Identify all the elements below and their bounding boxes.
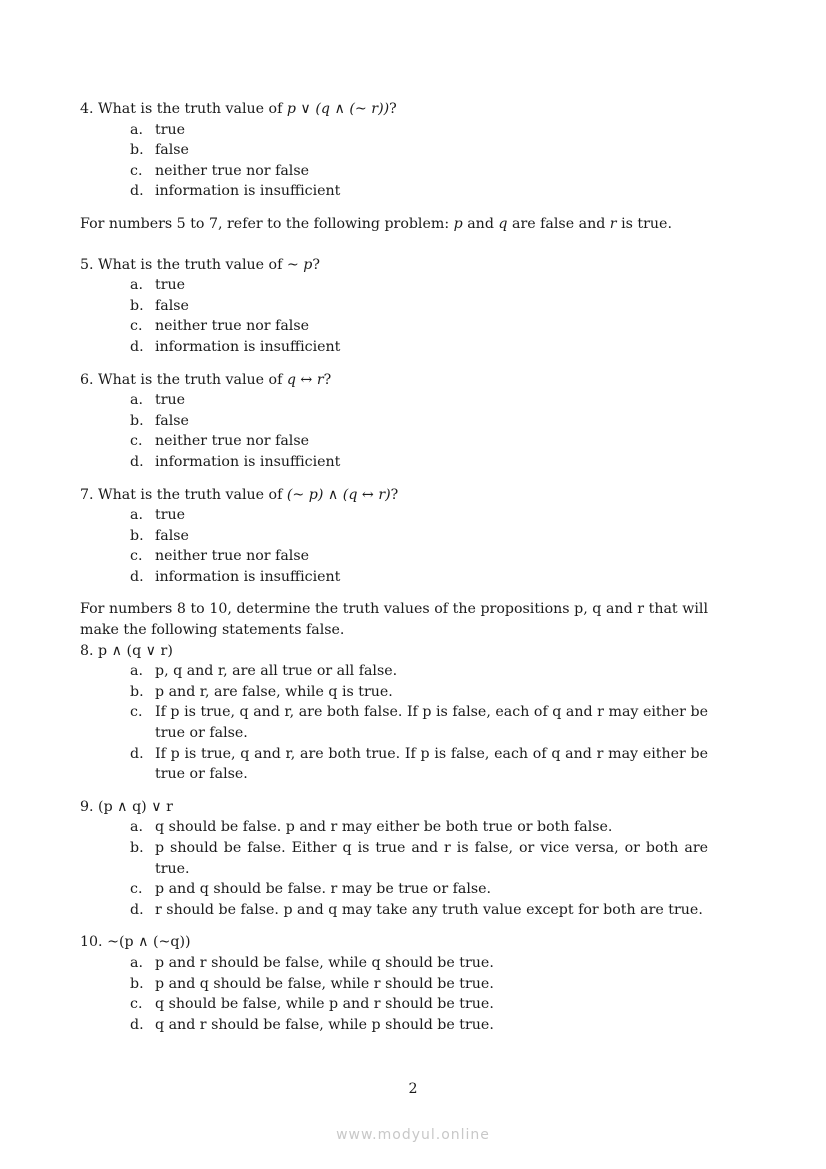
question-10-stem: 10. ~(p ∧ (~q)) — [80, 934, 191, 951]
option-c[interactable]: c. neither true nor false — [130, 548, 310, 565]
option-b[interactable]: b. false — [130, 412, 189, 429]
option-d[interactable]: d. r should be false. p and q may take any truth value except for both are true. — [130, 901, 703, 918]
question-9-options — [80, 817, 708, 920]
question-5-options — [80, 275, 708, 357]
worksheet-page — [80, 99, 708, 1047]
option-c[interactable]: c. p and q should be false. r may be true or false. — [130, 881, 492, 898]
option-c[interactable]: c. neither true nor false — [130, 318, 310, 335]
question-8 — [80, 641, 708, 785]
option-a[interactable]: a. p and r should be false, while q should be true. — [130, 954, 494, 971]
watermark: www.modyul.online — [336, 1127, 490, 1143]
option-a[interactable]: a. true — [130, 392, 186, 409]
option-a[interactable]: a. p, q and r, are all true or all false. — [130, 663, 398, 680]
question-6 — [80, 370, 708, 473]
option-b[interactable]: b. false — [130, 142, 189, 159]
option-c[interactable]: c. neither true nor false — [130, 433, 310, 450]
question-8-stem: 8. p ∧ (q ∨ r) — [80, 642, 173, 659]
instruction-5-to-7: For numbers 5 to 7, refer to the following problem: p and q are false and r is true. — [80, 215, 672, 232]
option-b[interactable]: b. p and q should be false, while r should be true. — [130, 975, 494, 992]
question-8-options — [80, 661, 708, 785]
option-c[interactable]: c. If p is true, q and r, are both false. If p is false, each of q and r may either be true or false. — [130, 704, 708, 742]
option-b[interactable]: b. false — [130, 297, 189, 314]
option-a[interactable]: a. true — [130, 277, 186, 294]
question-9-stem: 9. (p ∧ q) ∨ r — [80, 798, 173, 815]
question-6-stem: 6. What is the truth value of q ↔ r? — [80, 371, 332, 388]
option-b[interactable]: b. p should be false. Either q is true and r is false, or vice versa, or both are true. — [130, 840, 708, 877]
option-d[interactable]: d. q and r should be false, while p should be true. — [130, 1016, 494, 1033]
question-10-options — [80, 953, 708, 1035]
question-4 — [80, 99, 708, 202]
option-c[interactable]: c. q should be false, while p and r should be true. — [130, 996, 494, 1013]
question-10 — [80, 932, 708, 1035]
question-7-stem: 7. What is the truth value of (~ p) ∧ (q ↔ r)? — [80, 486, 399, 503]
option-a[interactable]: a. true — [130, 121, 186, 138]
option-d[interactable]: d. If p is true, q and r, are both true. If p is false, each of q and r may either be true or false. — [130, 745, 708, 783]
question-7-options — [80, 505, 708, 587]
question-4-stem: 4. What is the truth value of p ∨ (q ∧ (~ r))? — [80, 101, 397, 117]
option-d[interactable]: d. information is insufficient — [130, 453, 341, 470]
option-b[interactable]: b. p and r, are false, while q is true. — [130, 683, 393, 700]
option-d[interactable]: d. information is insufficient — [130, 183, 341, 200]
option-d[interactable]: d. information is insufficient — [130, 568, 341, 585]
option-a[interactable]: a. true — [130, 507, 186, 524]
question-6-options — [80, 390, 708, 472]
option-c[interactable]: c. neither true nor false — [130, 162, 310, 179]
page-number: 2 — [408, 1081, 418, 1097]
question-5 — [80, 255, 708, 358]
question-7 — [80, 485, 708, 588]
option-b[interactable]: b. false — [130, 527, 189, 544]
question-4-options — [80, 120, 708, 202]
instruction-8-to-10: For numbers 8 to 10, determine the truth values of the propositions p, q and r that will make the following statements false. — [80, 601, 708, 639]
option-d[interactable]: d. information is insufficient — [130, 338, 341, 355]
question-9 — [80, 797, 708, 921]
option-a[interactable]: a. q should be false. p and r may either be both true or both false. — [130, 819, 613, 836]
question-5-stem: 5. What is the truth value of ~ p? — [80, 256, 320, 273]
